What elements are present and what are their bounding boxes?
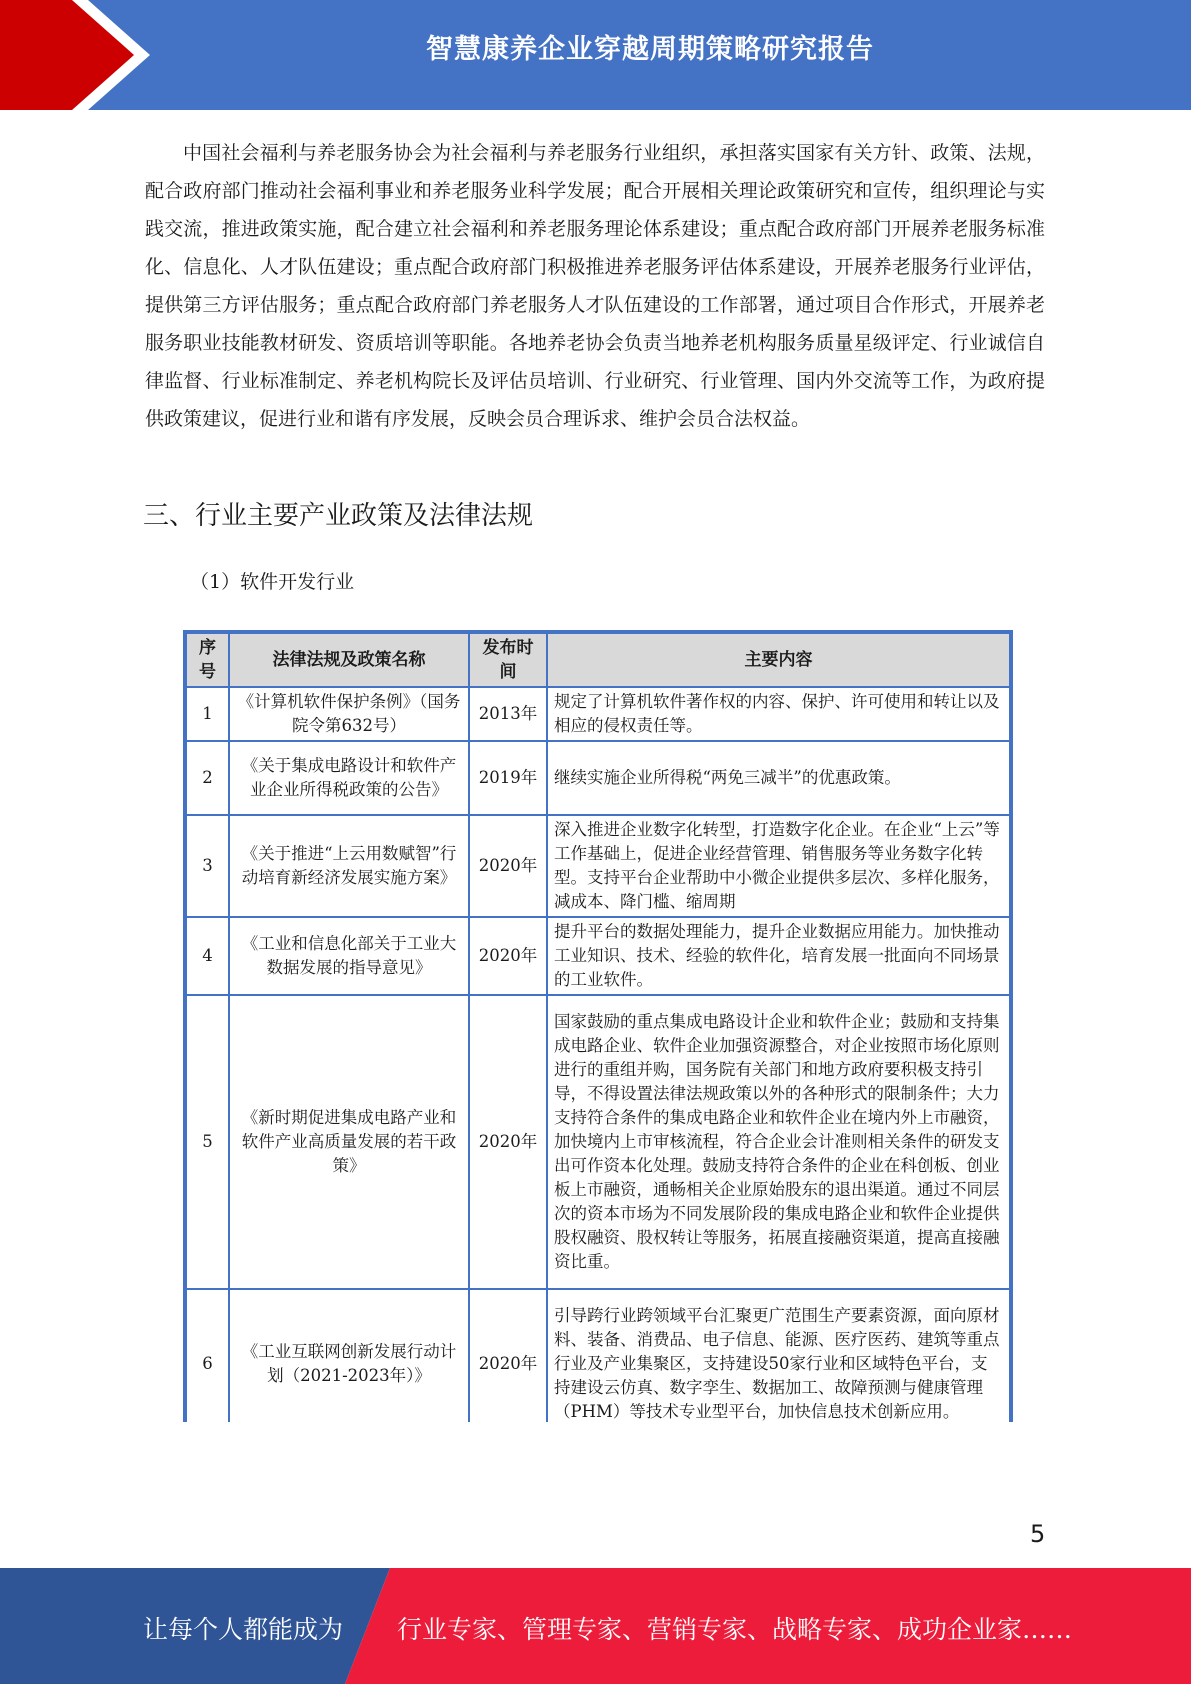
report-title: 智慧康养企业穿越周期策略研究报告	[426, 34, 874, 65]
table-row	[186, 917, 1010, 995]
row-name: 《计算机软件保护条例》（国务院令第632号）	[229, 687, 469, 741]
table-header-row	[186, 633, 1010, 687]
row-no: 5	[186, 995, 229, 1289]
row-no: 6	[186, 1289, 229, 1422]
row-name: 《新时期促进集成电路产业和软件产业高质量发展的若干政策》	[229, 995, 469, 1289]
header-arrow-decoration	[0, 0, 160, 110]
sub-heading: （1）软件开发行业	[190, 571, 355, 593]
row-year: 2019年	[469, 741, 547, 815]
row-content: 规定了计算机软件著作权的内容、保护、许可使用和转让以及相应的侵权责任等。	[547, 687, 1010, 741]
row-name: 《工业和信息化部关于工业大数据发展的指导意见》	[229, 917, 469, 995]
row-no: 1	[186, 687, 229, 741]
page-number: 5	[1030, 1520, 1046, 1548]
row-content: 深入推进企业数字化转型，打造数字化企业。在企业“上云”等工作基础上，促进企业经营管理、销售服务等业务数字化转型。支持平台企业帮助中小微企业提供多层次、多样化服务，减成本、降门槛、缩周期	[547, 815, 1010, 917]
row-year: 2020年	[469, 815, 547, 917]
header-cell-content: 主要内容	[547, 633, 1010, 687]
row-year: 2020年	[469, 995, 547, 1289]
row-no: 4	[186, 917, 229, 995]
policy-table	[185, 632, 1011, 1422]
row-content: 国家鼓励的重点集成电路设计企业和软件企业；鼓励和支持集成电路企业、软件企业加强资源整合，对企业按照市场化原则进行的重组并购，国务院有关部门和地方政府要积极支持引导，不得设置法律法规政策以外的各种形式的限制条件；大力支持符合条件的集成电路企业和软件企业在境内外上市融资，加快境内上市审核流程，符合企业会计准则相关条件的研发支出可作资本化处理。鼓励支持符合条件的企业在科创板、创业板上市融资，通畅相关企业原始股东的退出渠道。通过不同层次的资本市场为不同发展阶段的集成电路企业和软件企业提供股权融资、股权转让等服务，拓展直接融资渠道，提高直接融资比重。	[547, 995, 1010, 1289]
policy-table-container	[183, 630, 1013, 1422]
row-no: 3	[186, 815, 229, 917]
header-cell-no: 序号	[186, 633, 229, 687]
intro-paragraph: 中国社会福利与养老服务协会为社会福利与养老服务行业组织，承担落实国家有关方针、政策、法规，配合政府部门推动社会福利事业和养老服务业科学发展；配合开展相关理论政策研究和宣传，组织理论与实践交流，推进政策实施，配合建立社会福利和养老服务理论体系建设；重点配合政府部门开展养老服务标准化、信息化、人才队伍建设；重点配合政府部门积极推进养老服务评估体系建设，开展养老服务行业评估，提供第三方评估服务；重点配合政府部门养老服务人才队伍建设的工作部署，通过项目合作形式，开展养老服务职业技能教材研发、资质培训等职能。各地养老协会负责当地养老机构服务质量星级评定、行业诚信自律监督、行业标准制定、养老机构院长及评估员培训、行业研究、行业管理、国内外交流等工作，为政府提供政策建议，促进行业和谐有序发展，反映会员合理诉求、维护会员合法权益。	[145, 142, 1045, 430]
table-row	[186, 687, 1010, 741]
row-content: 继续实施企业所得税“两免三减半”的优惠政策。	[547, 741, 1010, 815]
table-row	[186, 995, 1010, 1289]
row-year: 2020年	[469, 1289, 547, 1422]
table-row	[186, 741, 1010, 815]
header-cell-year: 发布时间	[469, 633, 547, 687]
footer-slogan-left: 让每个人都能成为	[143, 1615, 344, 1644]
row-year: 2013年	[469, 687, 547, 741]
row-year: 2020年	[469, 917, 547, 995]
page-header	[0, 0, 1191, 110]
row-no: 2	[186, 741, 229, 815]
table-row	[186, 815, 1010, 917]
section-heading: 三、行业主要产业政策及法律法规	[143, 501, 534, 531]
table-row	[186, 1289, 1010, 1422]
row-name: 《工业互联网创新发展行动计划（2021-2023年）》	[229, 1289, 469, 1422]
row-content: 引导跨行业跨领域平台汇聚更广范围生产要素资源，面向原材料、装备、消费品、电子信息、能源、医疗医药、建筑等重点行业及产业集聚区，支持建设50家行业和区域特色平台，支持建设云仿真、数字孪生、数据加工、故障预测与健康管理（PHM）等技术专业型平台，加快信息技术创新应用。	[547, 1289, 1010, 1422]
header-cell-name: 法律法规及政策名称	[229, 633, 469, 687]
footer-slogan-right: 行业专家、管理专家、营销专家、战略专家、成功企业家……	[397, 1615, 1073, 1644]
row-name: 《关于推进“上云用数赋智”行动培育新经济发展实施方案》	[229, 815, 469, 917]
row-name: 《关于集成电路设计和软件产业企业所得税政策的公告》	[229, 741, 469, 815]
row-content: 提升平台的数据处理能力，提升企业数据应用能力。加快推动工业知识、技术、经验的软件化，培育发展一批面向不同场景的工业软件。	[547, 917, 1010, 995]
